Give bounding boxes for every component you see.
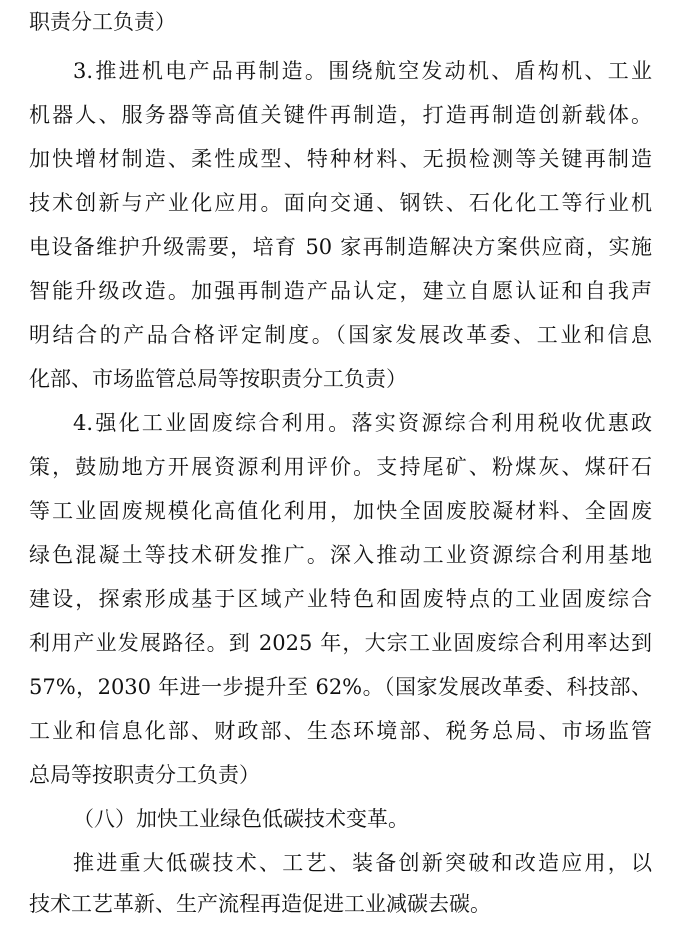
paragraph-line: 推进重大低碳技术、工艺、装备创新突破和改造应用，以 bbox=[73, 851, 652, 875]
paragraph-line: 明结合的产品合格评定制度。（国家发展改革委、工业和信息 bbox=[29, 323, 652, 347]
paragraph-line: 工业和信息化部、财政部、生态环境部、税务总局、市场监管 bbox=[29, 719, 652, 743]
paragraph-line: 利用产业发展路径。到 2025 年，大宗工业固废综合利用率达到 bbox=[29, 631, 652, 655]
paragraph-line: 技术创新与产业化应用。面向交通、钢铁、石化化工等行业机 bbox=[29, 191, 652, 215]
paragraph-line: 策，鼓励地方开展资源利用评价。支持尾矿、粉煤灰、煤矸石 bbox=[29, 455, 652, 479]
paragraph-line: 职责分工负责） bbox=[29, 10, 176, 34]
paragraph-line: 化部、市场监管总局等按职责分工负责） bbox=[29, 367, 407, 391]
paragraph-line: 建设，探索形成基于区域产业特色和固废特点的工业固废综合 bbox=[29, 587, 652, 611]
paragraph-line: 3.推进机电产品再制造。围绕航空发动机、盾构机、工业 bbox=[73, 59, 652, 83]
paragraph-line: 机器人、服务器等高值关键件再制造，打造再制造创新载体。 bbox=[29, 103, 652, 127]
paragraph-line: 智能升级改造。加强再制造产品认定，建立自愿认证和自我声 bbox=[29, 279, 652, 303]
paragraph-line: 电设备维护升级需要，培育 50 家再制造解决方案供应商，实施 bbox=[29, 235, 652, 259]
paragraph-line: 总局等按职责分工负责） bbox=[29, 763, 260, 787]
paragraph-line: 57%，2030 年进一步提升至 62%。（国家发展改革委、科技部、 bbox=[29, 675, 652, 699]
paragraph-line: 加快增材制造、柔性成型、特种材料、无损检测等关键再制造 bbox=[29, 147, 652, 171]
paragraph-line: 技术工艺革新、生产流程再造促进工业减碳去碳。 bbox=[29, 892, 491, 916]
paragraph-line: 绿色混凝土等技术研发推广。深入推动工业资源综合利用基地 bbox=[29, 543, 652, 567]
paragraph-line: 4.强化工业固废综合利用。落实资源综合利用税收优惠政 bbox=[73, 411, 652, 435]
paragraph-line: 等工业固废规模化高值化利用，加快全固废胶凝材料、全固废 bbox=[29, 499, 652, 523]
section-heading: （八）加快工业绿色低碳技术变革。 bbox=[73, 807, 409, 831]
